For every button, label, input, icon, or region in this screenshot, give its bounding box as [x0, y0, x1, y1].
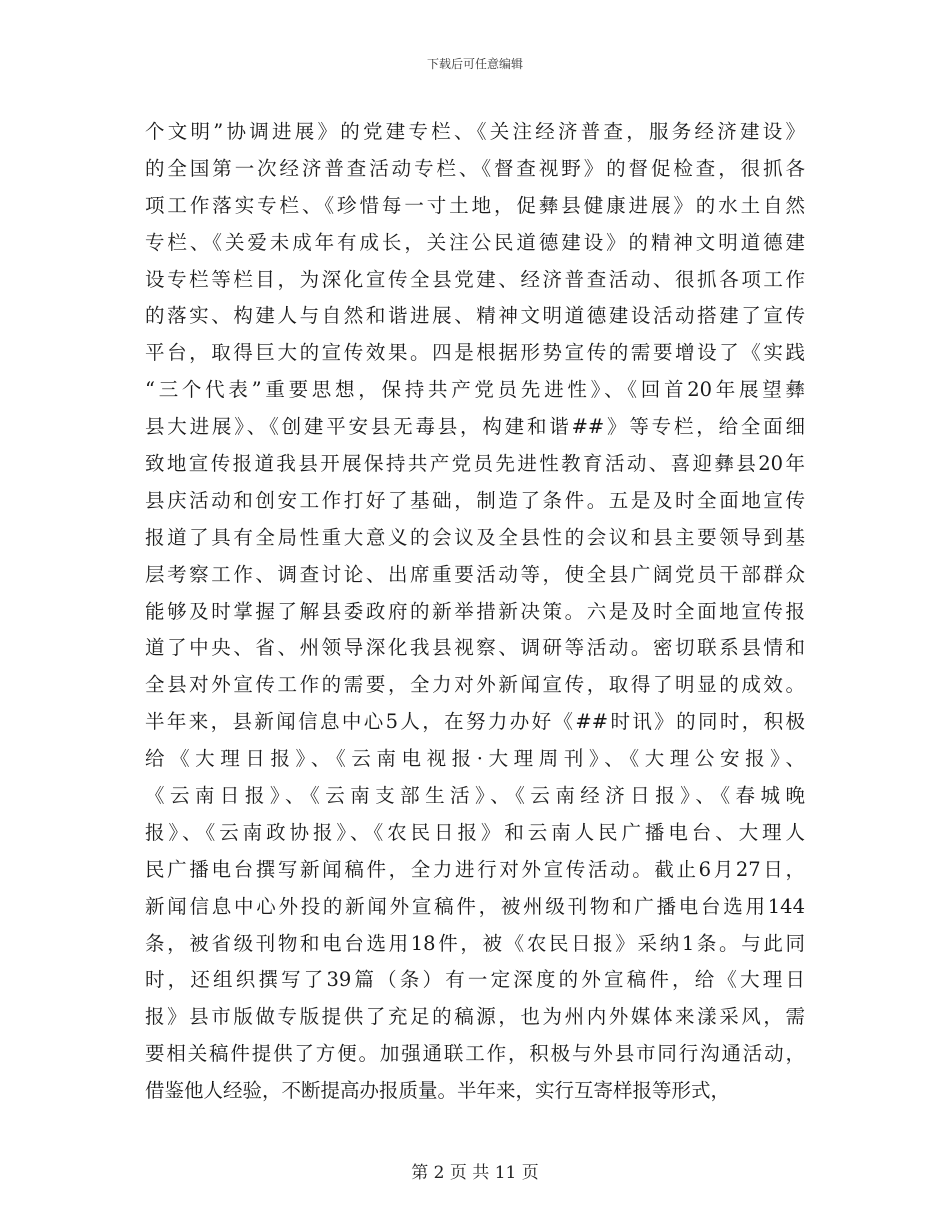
- page-header-note: 下载后可任意编辑: [426, 57, 523, 71]
- text-line: 平台，取得巨大的宣传效果。四是根据形势宣传的需要增设了《实践: [145, 341, 805, 365]
- text-line: 致地宣传报道我县开展保持共产党员先进性教育活动、喜迎彝县20年: [145, 452, 805, 476]
- text-line: 能够及时掌握了解县委政府的新举措新决策。六是及时全面地宣传报: [145, 599, 805, 623]
- text-line: 层考察工作、调查讨论、出席重要活动等，使全县广阔党员干部群众: [145, 562, 805, 586]
- text-line: 全县对外宣传工作的需要，全力对外新闻宣传，取得了明显的成效。: [145, 673, 805, 697]
- text-line: 个文明”协调进展》的党建专栏、《关注经济普查，服务经济建设》: [145, 120, 805, 143]
- text-line: 县大进展》、《创建平安县无毒县，构建和谐##》等专栏，给全面细: [145, 415, 805, 439]
- text-line: 要相关稿件提供了方便。加强通联工作，积极与外县市同行沟通活动，: [145, 1042, 805, 1066]
- text-line: 报》县市版做专版提供了充足的稿源，也为州内外媒体来漾采风，需: [145, 1005, 805, 1029]
- text-line: 项工作落实专栏、《珍惜每一寸土地，促彝县健康进展》的水土自然: [145, 193, 805, 217]
- text-line: 民广播电台撰写新闻稿件，全力进行对外宣传活动。截止6月27日，: [145, 857, 805, 881]
- text-line: 的落实、构建人与自然和谐进展、精神文明道德建设活动搭建了宣传: [145, 304, 805, 328]
- text-line: 专栏、《关爱未成年有成长，关注公民道德建设》的精神文明道德建: [145, 230, 805, 254]
- document-body: [145, 114, 805, 1110]
- page-number-indicator: 第 2 页 共 11 页: [411, 1163, 539, 1183]
- text-line: 报》、《云南政协报》、《农民日报》和云南人民广播电台、大理人: [145, 820, 805, 844]
- text-line: 条，被省级刊物和电台选用18件，被《农民日报》采纳1条。与此同: [145, 931, 805, 955]
- text-line: 半年来，县新闻信息中心5人，在努力办好《##时讯》的同时，积极: [145, 710, 805, 734]
- text-line: 设专栏等栏目，为深化宣传全县党建、经济普查活动、很抓各项工作: [145, 267, 805, 291]
- text-line: 道了中央、省、州领导深化我县视察、调研等活动。密切联系县情和: [145, 636, 805, 660]
- text-line: 时，还组织撰写了39篇（条）有一定深度的外宣稿件，给《大理日: [145, 968, 805, 992]
- text-line: “三个代表”重要思想，保持共产党员先进性》、《回首20年展望彝: [145, 378, 805, 402]
- text-line: 《云南日报》、《云南支部生活》、《云南经济日报》、《春城晚: [145, 784, 805, 808]
- text-line: 县庆活动和创安工作打好了基础，制造了条件。五是及时全面地宣传: [145, 488, 805, 512]
- text-line: 给《大理日报》、《云南电视报·大理周刊》、《大理公安报》、: [145, 747, 805, 771]
- text-line: 新闻信息中心外投的新闻外宣稿件，被州级刊物和广播电台选用144: [145, 894, 805, 918]
- text-line: 借鉴他人经验，不断提高办报质量。半年来，实行互寄样报等形式，: [145, 1079, 731, 1103]
- text-line: 的全国第一次经济普查活动专栏、《督查视野》的督促检查，很抓各: [145, 156, 805, 180]
- text-line: 报道了具有全局性重大意义的会议及全县性的会议和县主要领导到基: [145, 525, 805, 549]
